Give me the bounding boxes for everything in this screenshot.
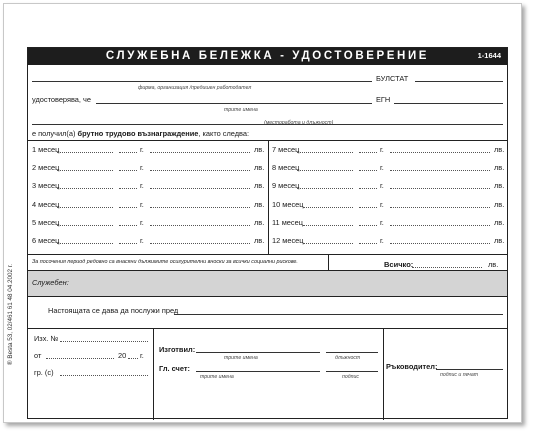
month-amount-field[interactable] [390,170,490,171]
month-currency: лв. [494,145,505,154]
month-year-abbr: г. [140,163,144,173]
form-title: СЛУЖЕБНА БЕЛЕЖКА - УДОСТОВЕРЕНИЕ [105,50,430,62]
month-amount-field[interactable] [150,225,250,226]
month-year-field[interactable] [359,152,377,153]
accountant-names-field[interactable] [196,371,320,372]
month-year-field[interactable] [359,188,377,189]
month-period-field[interactable] [57,188,113,189]
employer-field[interactable] [32,81,372,82]
month-currency: лв. [254,163,265,173]
outgoing-number-field[interactable] [60,341,148,342]
received-text: е получил(а) брутно трудово възнаграждение, както следва: [32,129,250,138]
month-year-field[interactable] [119,225,137,226]
month-amount-field[interactable] [150,188,250,189]
month-year-abbr: г. [140,145,144,154]
month-amount-field[interactable] [390,225,490,226]
certify-label: удостоверява, че [32,95,91,104]
month-year-field[interactable] [119,243,137,244]
month-period-field[interactable] [57,207,113,208]
month-year-abbr: г. [140,236,144,245]
accountant-signature-caption: подпис [342,374,359,380]
month-label: 12 месец [272,236,304,245]
month-period-field[interactable] [297,170,353,171]
manager-label: Ръководител: [386,362,438,371]
total-field[interactable] [412,267,482,268]
bottom-divider-right [383,328,384,420]
month-year-abbr: г. [380,181,384,191]
position-caption: (месторабота и длъжност) [264,120,334,126]
purpose-field[interactable] [174,314,503,315]
month-currency: лв. [494,236,505,245]
printer-side-text: ® Bestа 53, 02/461 61 48 04.2002 г. [7,263,14,365]
month-period-field[interactable] [303,207,353,208]
bulstat-field[interactable] [415,81,503,82]
service-label: Служебен: [32,278,69,287]
month-year-field[interactable] [359,243,377,244]
month-currency: лв. [494,217,505,227]
name-field[interactable] [96,103,372,104]
month-label: 6 месец [32,236,60,245]
outgoing-date-field[interactable] [46,358,114,359]
month-period-field[interactable] [57,243,113,244]
bottom-top-rule [28,328,507,329]
month-year-field[interactable] [119,170,137,171]
month-year-field[interactable] [359,207,377,208]
month-year-abbr: г. [380,163,384,173]
month-year-field[interactable] [119,207,137,208]
month-year-field[interactable] [359,225,377,226]
month-year-abbr: г. [380,217,384,227]
egn-field[interactable] [394,103,503,104]
month-label: 10 месец [272,199,304,209]
outgoing-year-field[interactable] [128,358,138,359]
month-label: 3 месец [32,181,60,191]
prepared-position-field[interactable] [326,352,378,353]
month-year-field[interactable] [119,152,137,153]
prepared-label: Изготвил: [159,345,196,354]
total-label: Всичко: [384,260,414,269]
month-period-field[interactable] [57,152,113,153]
month-label: 2 месец [32,163,60,173]
month-amount-field[interactable] [150,152,250,153]
month-period-field[interactable] [57,170,113,171]
purpose-label: Настоящата се дава да послужи пред [48,306,179,315]
form-code: 1-1644 [477,51,501,60]
month-amount-field[interactable] [150,243,250,244]
month-amount-field[interactable] [390,207,490,208]
outgoing-number-label: Изх. № [34,334,59,343]
month-currency: лв. [254,145,265,154]
employer-caption: фирма, организация /предишен работодател [138,85,252,91]
month-currency: лв. [254,236,265,245]
manager-caption: подпис и печат [440,372,479,378]
month-amount-field[interactable] [390,188,490,189]
received-bold: брутно трудово възнаграждение [77,129,199,138]
month-currency: лв. [494,163,505,173]
month-currency: лв. [494,199,505,209]
month-period-field[interactable] [57,225,113,226]
outgoing-city-label: гр. (с) [34,368,54,377]
outgoing-year-abbr: г. [140,351,144,360]
accountant-label: Гл. счет: [159,364,190,373]
prepared-names-field[interactable] [196,352,320,353]
month-amount-field[interactable] [390,152,490,153]
certificate-form [27,47,508,419]
accountant-names-caption: трите имена [200,374,234,380]
contributions-note: За посочения период редовно са внасяни дължимите осигурителни вноски за всички социални рискове. [32,259,298,265]
month-label: 9 месец [272,181,300,191]
month-period-field[interactable] [303,225,353,226]
form-header [28,48,507,65]
bulstat-label: БУЛСТАТ [376,74,409,83]
month-amount-field[interactable] [150,207,250,208]
month-label: 4 месец [32,199,60,209]
month-label: 11 месец [272,217,303,227]
month-currency: лв. [254,199,265,209]
month-currency: лв. [494,181,505,191]
service-band [28,270,507,297]
prepared-position-caption: длъжност [335,355,361,361]
outgoing-city-field[interactable] [60,375,148,376]
name-caption: трите имена [224,107,258,113]
month-currency: лв. [254,217,265,227]
month-year-field[interactable] [359,170,377,171]
month-period-field[interactable] [303,243,353,244]
month-year-abbr: г. [140,181,144,191]
month-label: 7 месец [272,145,300,154]
month-year-abbr: г. [380,236,384,245]
accountant-signature-field[interactable] [326,371,378,372]
outgoing-from-label: от [34,351,42,360]
month-amount-field[interactable] [390,243,490,244]
egn-label: ЕГН [376,95,391,104]
month-currency: лв. [254,181,265,191]
outgoing-year-label: 20 [118,351,127,360]
note-rule [28,254,507,255]
month-label: 5 месец [32,217,60,227]
month-label: 8 месец [272,163,300,173]
bottom-divider-left [153,328,154,420]
month-period-field[interactable] [297,188,353,189]
month-label: 1 месец [32,145,60,154]
prepared-names-caption: трите имена [224,355,258,361]
note-divider [328,254,329,270]
month-year-abbr: г. [140,199,144,209]
manager-field[interactable] [436,369,503,370]
month-year-abbr: г. [140,217,144,227]
month-year-field[interactable] [119,188,137,189]
month-amount-field[interactable] [150,170,250,171]
month-year-abbr: г. [380,199,384,209]
month-year-abbr: г. [380,145,384,154]
total-currency: лв. [488,260,499,269]
form-sheet [3,3,522,423]
months-divider [268,140,269,254]
month-period-field[interactable] [297,152,353,153]
